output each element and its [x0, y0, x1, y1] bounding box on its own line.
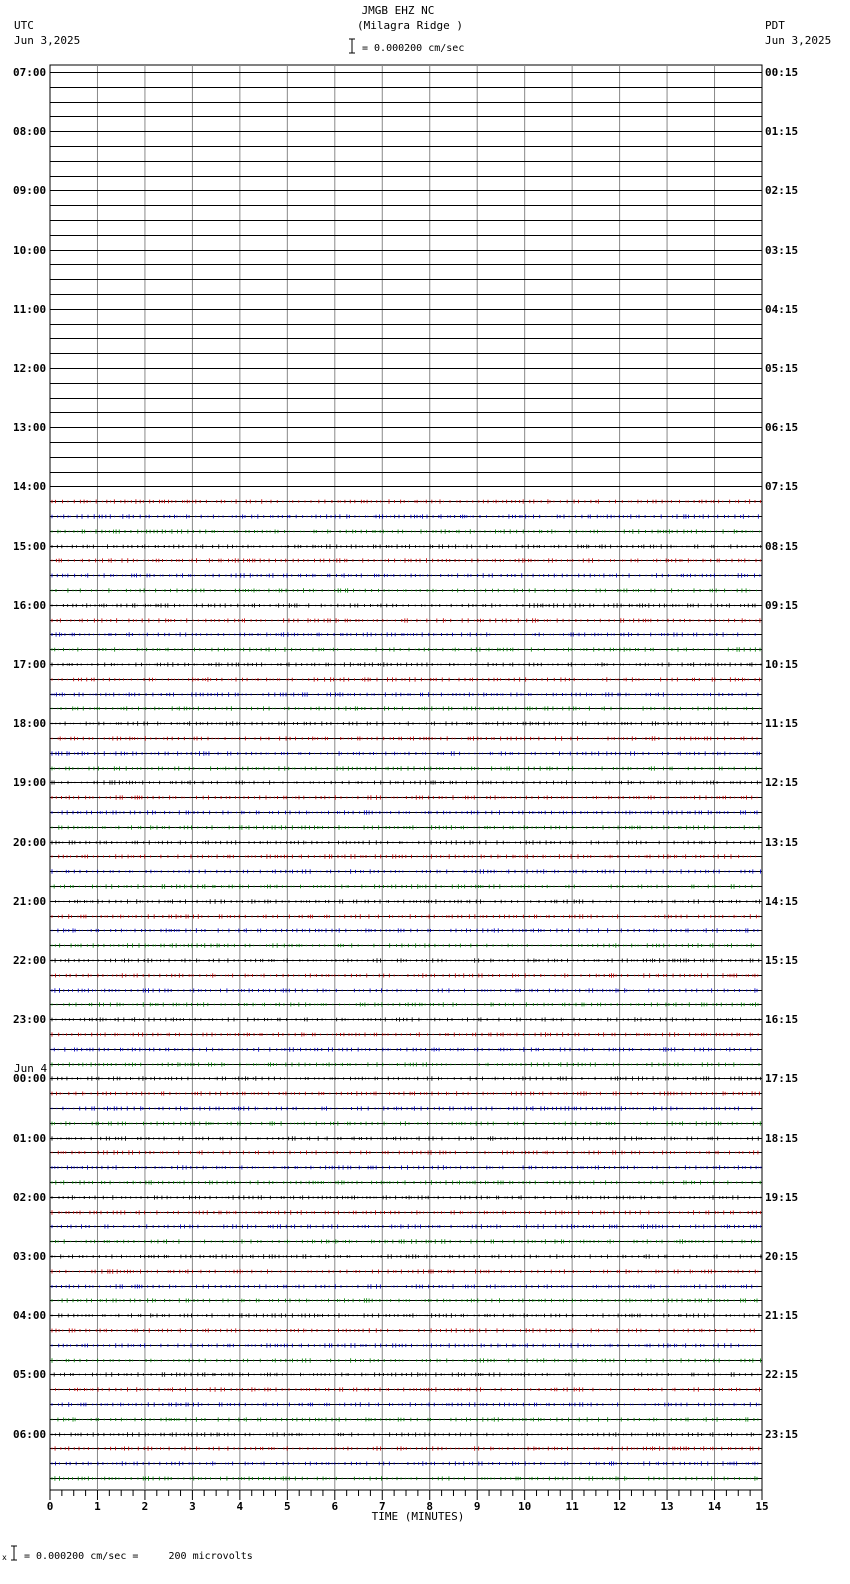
right-hour-label: 15:15 [765, 954, 799, 967]
left-timezone: UTC [14, 19, 34, 32]
left-hour-label: 10:00 [13, 244, 47, 257]
trace-lines [50, 73, 762, 1479]
chart-subtitle: (Milagra Ridge ) [357, 19, 463, 32]
right-hour-label: 18:15 [765, 1132, 799, 1145]
right-hour-label: 21:15 [765, 1309, 799, 1322]
x-tick-label: 10 [518, 1500, 532, 1513]
left-hour-label: 07:00 [13, 66, 47, 79]
scale-bar-icon [349, 39, 355, 53]
x-tick-label: 9 [473, 1500, 481, 1513]
left-hour-label: 14:00 [13, 480, 47, 493]
left-hour-label: 15:00 [13, 540, 47, 553]
left-hour-label: 22:00 [13, 954, 47, 967]
right-hour-label: 11:15 [765, 717, 799, 730]
left-hour-label: 09:00 [13, 184, 47, 197]
left-hour-label: 20:00 [13, 836, 47, 849]
right-hour-label: 06:15 [765, 421, 799, 434]
right-hour-label: 08:15 [765, 540, 799, 553]
x-axis-label: TIME (MINUTES) [371, 1510, 465, 1523]
x-tick-label: 7 [378, 1500, 386, 1513]
x-tick-label: 12 [612, 1500, 627, 1513]
left-hour-label: 08:00 [13, 125, 47, 138]
right-hour-label: 17:15 [765, 1072, 799, 1085]
x-tick-label: 1 [94, 1500, 101, 1513]
left-hour-label: 12:00 [13, 362, 47, 375]
right-hour-label: 10:15 [765, 658, 799, 671]
date-change-label: Jun 4 [14, 1062, 48, 1075]
left-hour-label: 01:00 [13, 1132, 47, 1145]
right-hour-label: 09:15 [765, 599, 799, 612]
x-tick-label: 3 [189, 1500, 196, 1513]
left-hour-label: 02:00 [13, 1191, 47, 1204]
x-tick-label: 8 [426, 1500, 434, 1513]
left-hour-label: 17:00 [13, 658, 47, 671]
right-hour-label: 00:15 [765, 66, 799, 79]
plot-frame [50, 65, 762, 1490]
right-hour-label: 05:15 [765, 362, 799, 375]
right-hour-label: 23:15 [765, 1428, 799, 1441]
vertical-grid [97, 65, 714, 1490]
left-hour-label: 04:00 [13, 1309, 47, 1322]
right-hour-label: 04:15 [765, 303, 799, 316]
x-tick-label: 2 [141, 1500, 149, 1513]
right-hour-label: 22:15 [765, 1368, 799, 1381]
chart-title: JMGB EHZ NC [361, 4, 435, 17]
x-tick-label: 15 [755, 1500, 769, 1513]
x-tick-label: 0 [46, 1500, 54, 1513]
right-hour-label: 01:15 [765, 125, 799, 138]
left-hour-label: 00:00 [13, 1072, 47, 1085]
left-hour-label: 19:00 [13, 776, 47, 789]
right-hour-label: 19:15 [765, 1191, 799, 1204]
footer-scale-label: = 0.000200 cm/sec = 200 microvolts [24, 1551, 253, 1562]
right-timezone: PDT [765, 19, 785, 32]
x-tick-label: 6 [331, 1500, 339, 1513]
right-hour-label: 16:15 [765, 1013, 799, 1026]
right-hour-label: 14:15 [765, 895, 799, 908]
x-tick-label: 5 [284, 1500, 291, 1513]
x-tick-label: 14 [707, 1500, 722, 1513]
left-hour-label: 16:00 [13, 599, 47, 612]
x-axis-ticks [50, 1490, 762, 1500]
left-date: Jun 3,2025 [14, 34, 81, 47]
left-hour-label: 21:00 [13, 895, 47, 908]
footer-marker: x [2, 1553, 7, 1562]
x-tick-label: 4 [236, 1500, 244, 1513]
left-hour-label: 03:00 [13, 1250, 47, 1263]
right-hour-label: 20:15 [765, 1250, 799, 1263]
scale-label: = 0.000200 cm/sec [362, 43, 465, 54]
x-tick-label: 11 [565, 1500, 579, 1513]
left-hour-label: 23:00 [13, 1013, 47, 1026]
right-hour-label: 03:15 [765, 244, 799, 257]
footer-scale-bar-icon [11, 1546, 17, 1560]
right-hour-label: 13:15 [765, 836, 799, 849]
right-hour-label: 12:15 [765, 776, 799, 789]
right-hour-labels [765, 66, 798, 1441]
x-tick-label: 13 [660, 1500, 674, 1513]
right-date: Jun 3,2025 [765, 34, 832, 47]
left-hour-labels [13, 66, 46, 1441]
left-hour-label: 05:00 [13, 1368, 47, 1381]
left-hour-label: 13:00 [13, 421, 47, 434]
left-hour-label: 11:00 [13, 303, 47, 316]
left-hour-label: 06:00 [13, 1428, 47, 1441]
right-hour-label: 07:15 [765, 480, 799, 493]
left-hour-label: 18:00 [13, 717, 47, 730]
right-hour-label: 02:15 [765, 184, 799, 197]
